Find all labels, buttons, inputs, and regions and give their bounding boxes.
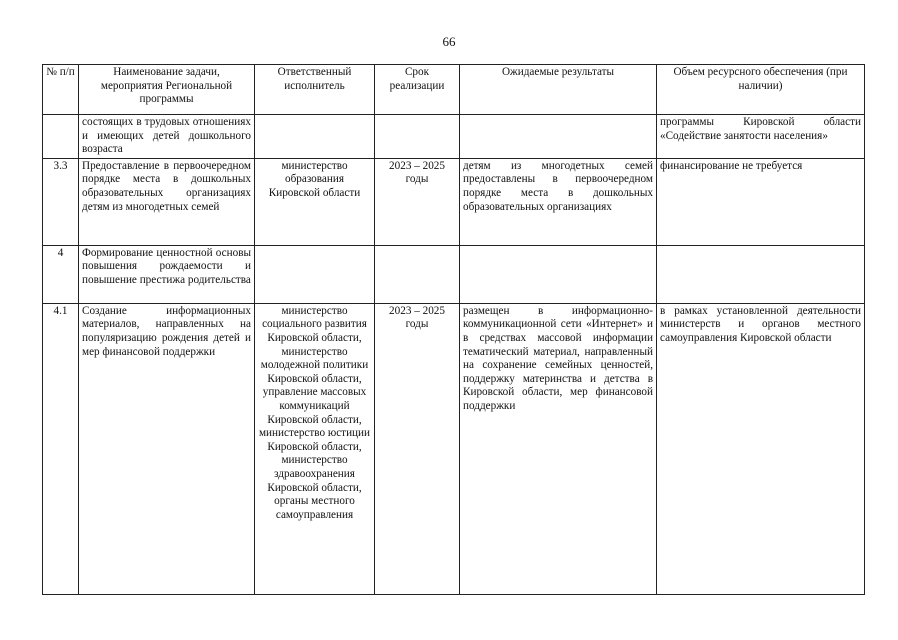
cell-term: 2023 – 2025 годы [375, 303, 460, 594]
header-resources: Объем ресурсного обеспечения (при наличии) [657, 65, 865, 115]
header-results: Ожидаемые результаты [460, 65, 657, 115]
table-row [43, 158, 865, 245]
cell-term [375, 115, 460, 159]
cell-results [460, 245, 657, 303]
cell-resources: в рамках установленной деятельности министерств и органов местного самоуправления Кировской области [657, 303, 865, 594]
cell-resources: программы Кировской области «Содействие занятости населения» [657, 115, 865, 159]
cell-executor: министерство образования Кировской области [255, 158, 375, 245]
cell-resources: финансирование не требуется [657, 158, 865, 245]
cell-term [375, 245, 460, 303]
cell-task: Предоставление в первоочередном порядке места в дошкольных образовательных организациях детям из многодетных семей [79, 158, 255, 245]
cell-num: 4.1 [43, 303, 79, 594]
cell-task: Формирование ценностной основы повышения рождаемости и повышение престижа родительства [79, 245, 255, 303]
cell-results: размещен в информационно-коммуникационной сети «Интернет» и в средствах массовой информации тематический материал, направленный на сохранение семейных ценностей, поддержку материнства и детства в Кировской области, мер финансовой поддержки [460, 303, 657, 594]
cell-task: Создание информационных материалов, направленных на популяризацию рождения детей и мер финансовой поддержки [79, 303, 255, 594]
cell-executor [255, 245, 375, 303]
cell-resources [657, 245, 865, 303]
table-header-row [43, 65, 865, 115]
cell-executor: министерство социального развития Кировской области, министерство молодежной политики Кировской области, управление массовых коммуникаций Кировской области, министерство юстиции Кировской области, министерство здравоохранения Кировской области, органы местного самоуправления [255, 303, 375, 594]
header-term: Срок реализации [375, 65, 460, 115]
cell-term: 2023 – 2025 годы [375, 158, 460, 245]
cell-executor [255, 115, 375, 159]
table-row [43, 245, 865, 303]
page-number: 66 [442, 34, 456, 49]
header-task: Наименование задачи, мероприятия Региональной программы [79, 65, 255, 115]
header-num: № п/п [43, 65, 79, 115]
cell-num [43, 115, 79, 159]
header-executor: Ответственный исполнитель [255, 65, 375, 115]
program-table [42, 64, 865, 595]
cell-results [460, 115, 657, 159]
table-row [43, 303, 865, 594]
cell-num: 4 [43, 245, 79, 303]
cell-results: детям из многодетных семей предоставлены в первоочередном порядке места в дошкольных образовательных организациях [460, 158, 657, 245]
cell-task: состоящих в трудовых отношениях и имеющих детей дошкольного возраста [79, 115, 255, 159]
table-row [43, 115, 865, 159]
cell-num: 3.3 [43, 158, 79, 245]
